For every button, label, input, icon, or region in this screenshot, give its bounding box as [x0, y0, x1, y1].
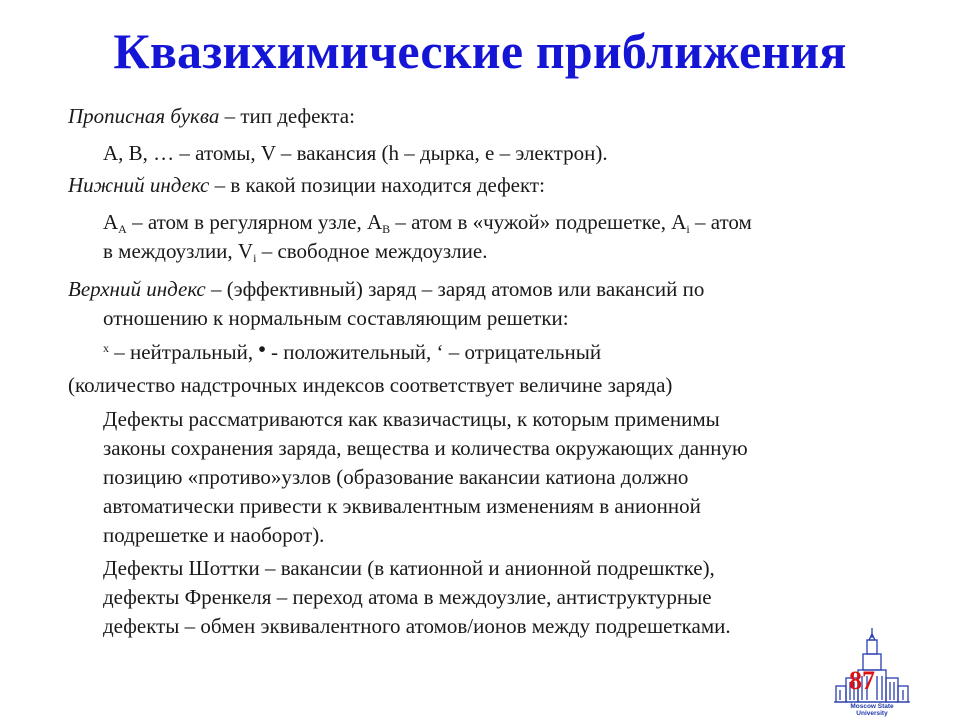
para1-line-4: автоматически привести к эквивалентным изменениям в анионной — [103, 494, 701, 518]
uppercase-line — [68, 101, 355, 131]
para1-line-5: подрешетке и наоборот). — [103, 523, 325, 547]
upper-term: Верхний индекс — [68, 277, 206, 301]
ex2-a-sub: i — [253, 251, 257, 265]
example-line-1 — [103, 207, 752, 237]
uppercase-def: – тип дефекта: — [219, 104, 355, 128]
charge-x: x — [103, 341, 109, 355]
para1-line-3: позицию «противо»узлов (образование вакансии катиона должно — [103, 465, 689, 489]
lower-def: – в какой позиции находится дефект: — [209, 173, 545, 197]
ex1-c: – атом в «чужой» подрешетке, А — [390, 210, 687, 234]
ex2-a: в междоузлии, V — [103, 239, 254, 263]
charge-line — [103, 337, 601, 367]
para1-line-1: Дефекты рассматриваются как квазичастицы, к которым применимы — [103, 407, 720, 431]
atoms-line: А, В, … – атомы, V – вакансия (h – дырка, e – электрон). — [103, 141, 608, 165]
charge-line-a: – нейтральный, — [109, 340, 259, 364]
para1-line-2: законы сохранения заряда, вещества и количества окружающих данную — [103, 436, 748, 460]
ex1-b: – атом в регулярном узле, А — [126, 210, 383, 234]
uppercase-term: Прописная буква — [68, 104, 220, 128]
lower-term: Нижний индекс — [68, 173, 210, 197]
logo-text-2: University — [856, 710, 888, 717]
slide-title: Квазихимические приближения — [113, 23, 847, 79]
para2-line-2: дефекты Френкеля – переход атома в междоузлие, антиструктурные — [103, 585, 712, 609]
charge-dot: • — [258, 337, 266, 361]
ex2-b: – свободное междоузлие. — [256, 239, 488, 263]
ex1-b-sub: В — [382, 222, 391, 236]
upper-def: – (эффективный) заряд – заряд атомов или вакансий по — [205, 277, 705, 301]
charge-line-b: - положительный, ‘ – отрицательный — [265, 340, 602, 364]
lower-index-line — [68, 170, 545, 200]
logo-caption — [832, 703, 912, 717]
para2-line-1: Дефекты Шоттки – вакансии (в катионной и анионной подрешктке), — [103, 556, 715, 580]
ex1-a: А — [103, 210, 119, 234]
ex1-c-sub: i — [686, 222, 690, 236]
logo-text-1: Moscow State — [850, 703, 894, 710]
ex1-a-sub: А — [118, 222, 127, 236]
para2-line-3: дефекты – обмен эквивалентного атомов/ионов между подрешетками. — [103, 614, 731, 638]
example-line-2 — [103, 236, 487, 266]
page-number: 87 — [849, 666, 875, 695]
count-note: (количество надстрочных индексов соответствует величине заряда) — [68, 373, 673, 397]
upper-index-line-2: отношению к нормальным составляющим решетки: — [103, 306, 569, 330]
ex1-d: – атом — [689, 210, 752, 234]
upper-index-line — [68, 274, 704, 304]
